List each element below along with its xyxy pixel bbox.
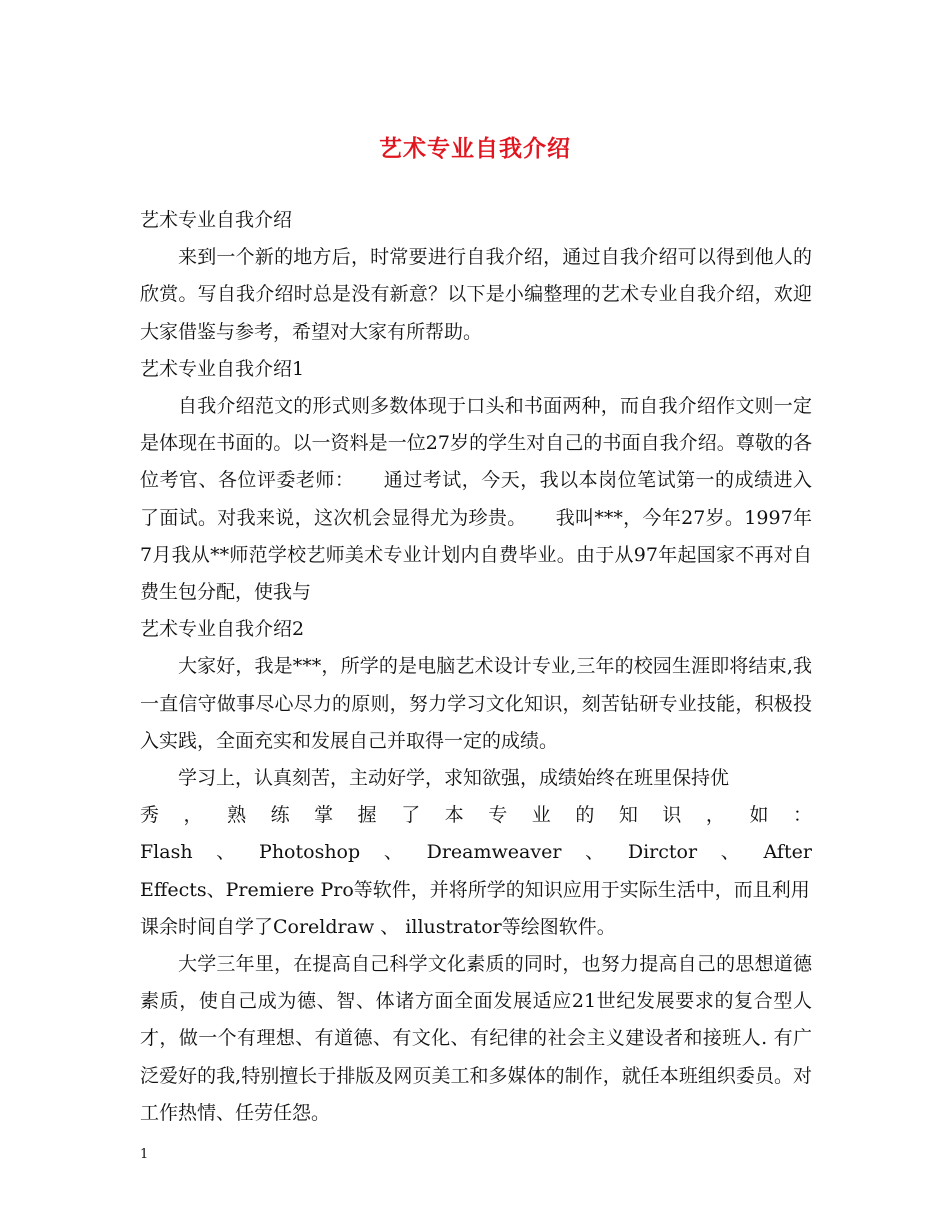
document-title: 艺术专业自我介绍 <box>379 135 571 162</box>
skill-char: 熟 <box>227 804 247 827</box>
skill-char: 本 <box>444 804 464 827</box>
skill-char: 掌 <box>314 804 334 827</box>
skill-token: 、 <box>720 841 740 864</box>
skill-char: ， <box>183 804 203 827</box>
skills-line-3 <box>140 834 812 871</box>
skill-token: Dreamweaver <box>426 841 562 864</box>
skill-char: 了 <box>401 804 421 827</box>
skill-char: 握 <box>357 804 377 827</box>
skill-char: 专 <box>488 804 508 827</box>
section-2-heading: 艺术专业自我介绍2 <box>140 618 305 641</box>
skills-line-1: 学习上，认真刻苦，主动好学，求知欲强，成绩始终在班里保持优 <box>178 767 730 790</box>
skill-token: 、 <box>585 841 605 864</box>
skill-token: Flash <box>140 841 193 864</box>
main-heading: 艺术专业自我介绍 <box>140 209 293 231</box>
section-2-paragraph-3: 大学三年里，在提高自己科学文化素质的同时，也努力提高自己的思想道德素质，使自己成为德、智、体诸方面全面发展适应21世纪发展要求的复合型人才，做一个有理想、有道德、有文化、有纪律的社会主义建设者和接班人. 有广泛爱好的我,特别擅长于排版及网页美工和多媒体的制作，就任本班组织委员。对工作热情、任劳任怨。 <box>140 953 812 1124</box>
section-1-heading: 艺术专业自我介绍1 <box>140 357 305 380</box>
skill-char: 练 <box>270 804 290 827</box>
skill-token: Photoshop <box>259 841 361 864</box>
intro-paragraph: 来到一个新的地方后，时常要进行自我介绍，通过自我介绍可以得到他人的欣赏。写自我介绍时总是没有新意？以下是小编整理的艺术专业自我介绍，欢迎大家借鉴与参考，希望对大家有所帮助。 <box>140 246 812 343</box>
skills-line-2 <box>140 797 812 834</box>
section-2-paragraph-2 <box>140 760 812 946</box>
page-number: 1 <box>140 1147 149 1162</box>
skill-char: 业 <box>531 804 551 827</box>
skill-token: After <box>763 841 812 864</box>
skill-char: ， <box>705 804 725 827</box>
skill-token: 、 <box>383 841 403 864</box>
skill-token: Dirctor <box>627 841 698 864</box>
skill-char: 知 <box>618 804 638 827</box>
skill-char: ： <box>792 804 812 827</box>
skill-char: 的 <box>575 804 595 827</box>
skill-char: 秀 <box>140 804 160 827</box>
skill-token: 、 <box>216 841 236 864</box>
section-1-paragraph: 自我介绍范文的形式则多数体现于口头和书面两种，而自我介绍作文则一定是体现在书面的。以一资料是一位27岁的学生对自己的书面自我介绍。尊敬的各位考官、各位评委老师： 通过考试，今天，我以本岗位笔试第一的成绩进入了面试。对我来说，这次机会显得尤为珍贵。 我叫***，今年27岁。1997年7月我从**师范学校艺师美术专业计划内自费毕业。由于从97年起国家不再对自费生包分配，使我与 <box>140 395 812 604</box>
skills-line-rest: Effects、Premiere Pro等软件，并将所学的知识应用于实际生活中，而且利用课余时间自学了Coreldraw 、 illustrator等绘图软件。 <box>140 878 810 938</box>
section-2-paragraph-1: 大家好，我是***，所学的是电脑艺术设计专业,三年的校园生涯即将结束,我一直信守做事尽心尽力的原则，努力学习文化知识，刻苦钻研专业技能，积极投入实践，全面充实和发展自己并取得一定的成绩。 <box>140 655 812 752</box>
document-body <box>140 202 812 1132</box>
skill-char: 识 <box>662 804 682 827</box>
skill-char: 如 <box>749 804 769 827</box>
